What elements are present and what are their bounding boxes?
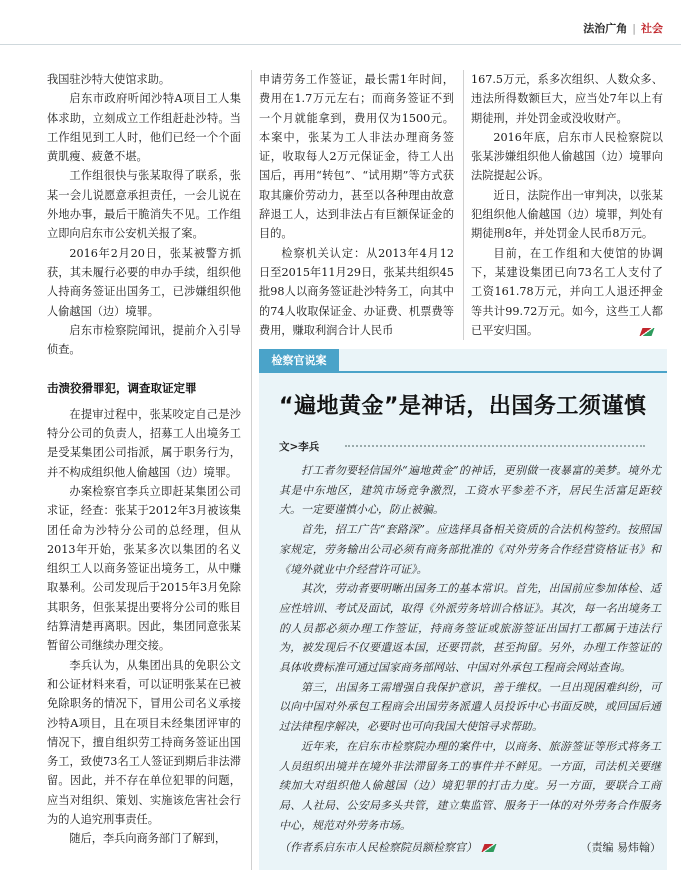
box-tag: 检察官说案 — [259, 349, 339, 373]
box-byline: 文>李兵 — [279, 441, 320, 453]
box-paragraph: 近年来，在启东市检察院办理的案件中，以商务、旅游签证等形式将务工人员组织出境并在境外非法滞留务工的事件并不鲜见。一方面，司法机关要继续加大对组织他人偷越国（边）境犯罪的打击力度。另一方面，要联合工商局、人社局、公安局多头共管，建立集监管、服务于一体的对外劳务合作服务中心，规范对外劳务市场。 — [279, 739, 661, 832]
section-name: 法治广角 — [583, 22, 628, 35]
box-paragraph: 首先，招工广告“套路深”。应选择具备相关资质的合法机构签约。按照国家规定，劳务输出公司必须有商务部批准的《对外劳务合作经营资格证书》和《境外就业中介经营许可证》。 — [279, 523, 661, 576]
paragraph: 目前，在工作组和大使馆的协调下，某建设集团已向73名工人支付了工资161.78万元，并向工人退还押金等共计99.72万元。如今，这些工人都已平安归国。 — [471, 246, 663, 337]
box-body — [279, 461, 661, 835]
column-divider — [251, 70, 252, 870]
paragraph: 2016年2月20日，张某被警方抓获，其未履行必要的申办手续，组织他人持商务签证出国务工，已涉嫌组织他人偷越国（边）境罪。 — [47, 246, 241, 318]
paragraph: 随后，李兵向商务部门了解到， — [69, 832, 227, 846]
paragraph: 167.5万元，系多次组织、人数众多、违法所得数额巨大，应当处7年以上有期徒刑，并处罚金或没收财产。 — [471, 73, 663, 125]
header-rule — [0, 44, 681, 45]
box-tag-rule — [339, 371, 667, 373]
article-column-1 — [47, 70, 241, 849]
paragraph: 检察机关认定：从2013年4月12日至2015年11月29日，张某共组织45批98人以商务签证赴沙特务工，向其中的74人收取保证金、办证费、机票费等费用，赚取利润合计人民币 — [259, 246, 454, 337]
paragraph: 启东市检察院闻讯，提前介入引导侦查。 — [47, 323, 241, 357]
box-paragraph: 第三，出国务工需增强自我保护意识，善于维权。一旦出现困难纠纷，可以向中国对外承包工程商会出国劳务派遣人员投诉中心书面反映，或回国后通过法律程序解决，必要时也可向我国大使馆寻求帮助。 — [279, 680, 661, 734]
prosecutor-commentary-box — [259, 349, 667, 870]
editor-credit: （责编 易炜翰） — [580, 841, 661, 854]
box-paragraph: 其次，劳动者要明晰出国务工的基本常识。首先，出国前应参加体检、适应性培训、考试及面试，取得《外派劳务培训合格证》。其次，每一名出境务工的人员都必须办理工作签证，持商务签证或旅游签证出国打工都属于违法行为，被发现后不仅要遣返本国，还要罚款，甚至拘留。另外，办理工作签证的具体收费标准可通过国家商务部网站、中国对外承包工程商会网站查询。 — [279, 582, 661, 675]
author-note: （作者系启东市人民检察院员额检察官） — [279, 841, 477, 854]
paragraph: 启东市政府听闻沙特A项目工人集体求助，立刻成立工作组赶赴沙特。当工作组见到工人时，他们已经一个个面黄肌瘦、疲惫不堪。 — [47, 92, 241, 164]
column-divider — [463, 70, 464, 340]
section-subheading: 击溃狡猾罪犯，调查取证定罪 — [47, 381, 197, 396]
page-header — [583, 20, 663, 36]
dotted-divider — [345, 445, 645, 447]
paragraph: 近日，法院作出一审判决，以张某犯组织他人偷越国（边）境罪，判处有期徒刑8年，并处罚金人民币8万元。 — [471, 188, 663, 241]
paragraph: 我国驻沙特大使馆求助。 — [47, 73, 171, 86]
paragraph: 2016年底，启东市人民检察院以张某涉嫌组织他人偷越国（边）境罪向法院提起公诉。 — [471, 130, 663, 183]
end-of-article-icon — [481, 844, 496, 852]
paragraph: 工作组很快与张某取得了联系，张某一会儿说愿意承担责任，一会儿说在外地办事，最后干脆消失不见。工作组立即向启东市公安机关报了案。 — [47, 169, 241, 241]
box-title: “遍地黄金”是神话，出国务工须谨慎 — [279, 394, 647, 419]
box-footer — [279, 839, 661, 855]
box-paragraph: 打工者勿要轻信国外“遍地黄金”的神话，更别做一夜暴富的美梦。境外尤其是中东地区，建筑市场竞争激烈，工资水平参差不齐，居民生活富足距较大。一定要谨慎小心，防止被骗。 — [279, 464, 661, 517]
article-column-2 — [259, 70, 454, 340]
category-name: 社会 — [641, 22, 663, 35]
paragraph: 李兵认为，从集团出具的免职公文和公证材料来看，可以证明张某在已被免除职务的情况下，冒用公司名义承接沙特A项目，且在项目未经集团评审的情况下，擅自组织劳工持商务签证出国务工，致使73名工人签证到期后非法滞留。因此，并不存在单位犯罪的问题，应当对组织、策划、实施该危害社会行为的人追究刑事责任。 — [47, 658, 241, 826]
article-column-3 — [471, 70, 663, 340]
paragraph: 申请劳务工作签证，最长需1年时间，费用在1.7万元左右；而商务签证不到一个月就能拿到，费用仅为1500元。本案中，张某为工人非法办理商务签证，收取每人2万元保证金，待工人出国后，再用“转包”、“试用期”等方式获取其廉价劳动力，甚至以各种理由故意辞退工人，达到非法占有巨额保证金的目的。 — [259, 73, 454, 241]
paragraph: 办案检察官李兵立即赶某集团公司求证，经查：张某于2012年3月被该集团任命为沙特分公司的总经理，但从2013年开始，张某多次以集团的名义组织工人以商务签证出境务工，从中赚取暴利。公司发现后于2015年3月免除其职务，但张某提出要将分公司的账目结算清楚再离职。因此，集团同意张某暂留公司继续办理交接。 — [47, 484, 241, 653]
header-separator: | — [632, 22, 636, 35]
paragraph: 在提审过程中，张某咬定自己是沙特分公司的负责人，招募工人出境务工是受某集团公司指派，属于职务行为，并不构成组织他人偷越国（边）境罪。 — [47, 407, 241, 479]
